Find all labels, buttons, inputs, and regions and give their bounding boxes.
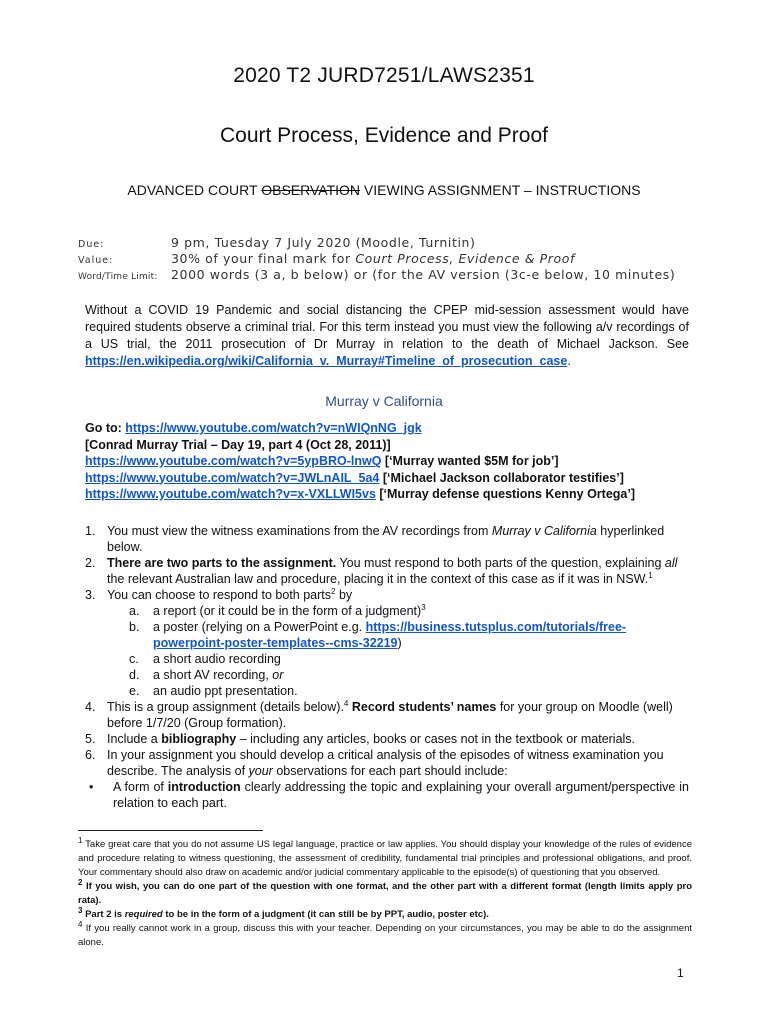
video-link-row [85, 470, 635, 487]
list-item [85, 731, 689, 747]
value-text: 30% of your final mark for [171, 251, 356, 266]
item-emphasis: all [664, 556, 678, 570]
limit-value: 2000 words (3 a, b below) or (for the AV version (3c-e below, 10 minutes) [171, 267, 676, 282]
item-text: observations for each part should include: [272, 764, 508, 778]
video-link-label: [‘Michael Jackson collaborator testifies’] [379, 470, 624, 485]
footnote [78, 919, 692, 950]
sub-text: a short audio recording [153, 652, 281, 666]
item-text: This is a group assignment (details below). [107, 700, 344, 714]
footnote [78, 877, 692, 908]
item-text: the relevant Australian law and procedure, placing it in the context of this case as if it was in NSW. [107, 572, 649, 586]
footnotes [78, 835, 692, 950]
footnote-text: to be in the form of a judgment (it can still be by PPT, audio, poster etc). [162, 909, 489, 920]
footnote-text: Take great care that you do not assume US legal language, practice or law applies. You should display your knowledge of the rules of evidence and procedure relating to witness questioning, the assessment of credibility, fundamental trial principles and professional obligations, and proof. Your commentary should also draw on academic and/or judicial commentary applicable to the episode(s) of questioning that you observed. [78, 839, 692, 878]
sub-letter: a. [129, 604, 140, 618]
goto-line [85, 420, 635, 437]
video-link-row [85, 453, 635, 470]
item-text: clearly addressing the topic and explaining your overall argument/perspective in relation to each part. [113, 780, 689, 810]
trial-label: [Conrad Murray Trial – Day 19, part 4 (Oct 28, 2011)] [85, 437, 391, 452]
list-number: 2. [85, 556, 96, 570]
list-item [85, 587, 689, 603]
sub-letter: b. [129, 620, 140, 634]
list-number: 4. [85, 700, 96, 714]
due-row [78, 235, 675, 251]
wikipedia-link[interactable]: https://en.wikipedia.org/wiki/California_v._Murray#Timeline_of_prosecution_case [85, 354, 568, 368]
list-number: 6. [85, 748, 96, 762]
list-item [85, 747, 689, 779]
course-code: 2020 T2 JURD7251/LAWS2351 [233, 64, 535, 87]
item-text: You must respond to both parts of the question, explaining [336, 556, 665, 570]
intro-end: . [567, 354, 571, 368]
value-label: Value: [78, 255, 114, 266]
intro-text: Without a COVID 19 Pandemic and social distancing the CPEP mid-session assessment would have required students observe a criminal trial. For this term instead you must view the following a/v recordings of a US trial, the 2011 prosecution of Dr Murray in relation to the death of Michael Jackson. See [85, 303, 689, 351]
footnote-ref[interactable]: 3 [421, 602, 426, 612]
video-link[interactable]: https://www.youtube.com/watch?v=5ypBRO-lnwQ [85, 454, 382, 468]
item-emphasis: your [248, 764, 273, 778]
sub-text: a report (or it could be in the form of a judgment) [153, 604, 422, 618]
subtitle-pre: ADVANCED COURT [127, 182, 262, 198]
item-text: hyperlinked below. [107, 524, 665, 554]
item-text: A form of [113, 780, 168, 794]
footnote-text: Part 2 is [82, 909, 125, 920]
sub-letter: e. [129, 684, 140, 698]
video-link-label: [‘Murray wanted $5M for job’] [381, 454, 559, 468]
limit-label: Word/Time Limit: [78, 272, 158, 282]
footnote-emphasis: required [124, 909, 163, 920]
instructions-list [85, 523, 689, 811]
sub-text: a short AV recording, [153, 668, 273, 682]
page-number: 1 [677, 966, 684, 980]
sub-item [85, 603, 689, 619]
list-item [85, 523, 689, 555]
section-heading: Murray v California [325, 393, 443, 409]
goto-link[interactable]: https://www.youtube.com/watch?v=nWIQnNG_jgk [125, 421, 422, 435]
sub-letter: d. [129, 668, 140, 682]
poster-template-link[interactable]: https://business.tutsplus.com/tutorials/free-powerpoint-poster-templates--cms-32219 [153, 620, 627, 650]
item-text: You must view the witness examinations from the AV recordings from [107, 524, 492, 538]
due-value: 9 pm, Tuesday 7 July 2020 (Moodle, Turnitin) [171, 235, 476, 250]
footnote-text: If you really cannot work in a group, discuss this with your teacher. Depending on your circumstances, you may be able to do the assignment alone. [78, 923, 692, 948]
course-title: Court Process, Evidence and Proof [219, 124, 548, 147]
subtitle-struck-word: OBSERVATION [261, 182, 361, 198]
item-bold: Record students’ names [348, 700, 497, 714]
sub-item [85, 619, 689, 651]
list-item [85, 555, 689, 587]
intro-paragraph [85, 302, 689, 370]
video-link[interactable]: https://www.youtube.com/watch?v=x-VXLLWI5vs [85, 487, 376, 501]
list-number: 1. [85, 524, 96, 538]
goto-label: Go to: [85, 421, 126, 435]
footnote-ref[interactable]: 1 [648, 570, 653, 580]
item-bold: introduction [167, 780, 241, 794]
item-emphasis: Murray v California [491, 524, 597, 538]
item-bold: bibliography [161, 732, 237, 746]
sub-letter: c. [129, 652, 139, 666]
footnote [78, 835, 692, 880]
sub-emphasis: or [272, 668, 284, 682]
sub-item [85, 651, 689, 667]
list-number: 5. [85, 732, 96, 746]
due-label: Due: [78, 239, 105, 250]
footnote-ref[interactable]: 4 [343, 698, 349, 708]
footnote [78, 905, 692, 922]
footnote-text: If you wish, you can do one part of the question with one format, and the other part with a different format (length limits apply pro rata). [78, 881, 692, 906]
footnote-ref[interactable]: 2 [331, 586, 336, 596]
video-link[interactable]: https://www.youtube.com/watch?v=JWLnAIL_5a4 [85, 470, 380, 485]
assignment-meta [78, 235, 675, 283]
item-text: by [335, 588, 353, 602]
value-row [78, 251, 675, 267]
value-course: Court Process, Evidence & Proof [355, 251, 576, 266]
list-number: 3. [85, 588, 96, 602]
sub-text: ) [397, 636, 402, 650]
item-bold: There are two parts to the assignment. [107, 556, 337, 570]
subtitle-post: VIEWING ASSIGNMENT – INSTRUCTIONS [360, 182, 641, 198]
assignment-subtitle [0, 182, 768, 198]
item-text: – including any articles, books or cases not in the textbook or materials. [236, 732, 636, 746]
item-text: for your group on Moodle (well) before 1/7/20 (Group formation). [107, 700, 673, 730]
footnote-number: 3 [78, 905, 83, 915]
footnote-number: 2 [78, 877, 83, 887]
footnote-separator [78, 830, 263, 831]
limit-row [78, 267, 675, 283]
item-text: In your assignment you should develop a critical analysis of the episodes of witness examination you describe. The analysis of [107, 748, 664, 778]
footnote-number: 1 [78, 835, 83, 845]
item-text: You can choose to respond to both parts [107, 588, 332, 602]
sub-item [85, 667, 689, 683]
footnote-number: 4 [78, 919, 83, 929]
sub-text: a poster (relying on a PowerPoint e.g. [153, 620, 366, 634]
sub-text: an audio ppt presentation. [153, 684, 298, 698]
bullet-icon: • [89, 780, 94, 794]
video-link-row [85, 486, 635, 503]
item-text: Include a [107, 732, 162, 746]
list-item [85, 699, 689, 731]
bullet-item [85, 779, 689, 811]
video-links [85, 420, 635, 503]
video-link-label: [‘Murray defense questions Kenny Ortega’] [375, 487, 635, 501]
sub-item [85, 683, 689, 699]
